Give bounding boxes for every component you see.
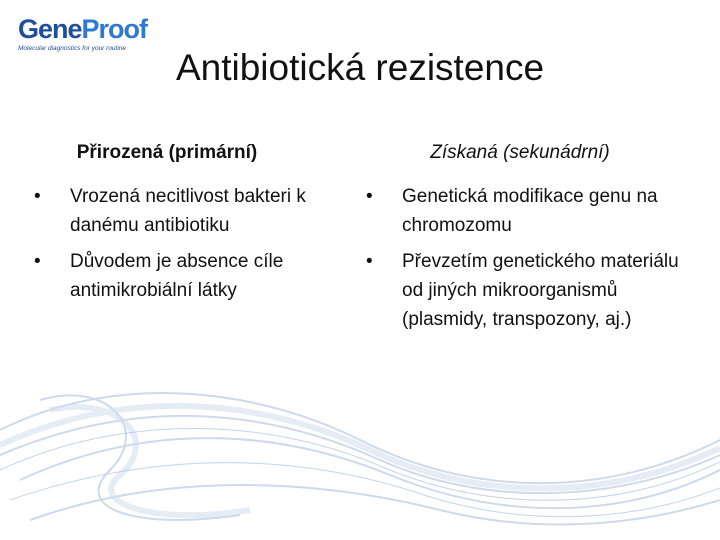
list-item bbox=[28, 182, 334, 240]
list-item-text: Vrozená necitlivost bakteri k danému antibiotiku bbox=[70, 186, 306, 236]
list-item bbox=[360, 247, 680, 334]
right-bullet-list bbox=[360, 182, 680, 334]
right-column bbox=[360, 138, 680, 341]
left-bullet-list bbox=[28, 182, 334, 305]
list-item-text: Genetická modifikace genu na chromozomu bbox=[402, 186, 658, 236]
bullet-icon: • bbox=[34, 186, 41, 207]
list-item bbox=[28, 247, 334, 305]
bullet-icon: • bbox=[366, 251, 373, 272]
slide-title: Antibiotická rezistence bbox=[175, 47, 545, 88]
logo-wordmark bbox=[18, 16, 148, 43]
logo-gene-text: Gene bbox=[18, 14, 82, 44]
logo-tagline: Molecular diagnostics for your routine bbox=[18, 45, 127, 52]
list-item-text: Důvodem je absence cíle antimikrobiální látky bbox=[70, 251, 284, 301]
list-item-text: Převzetím genetického materiálu od jiných mikroorganismů (plasmidy, transpozony, aj.) bbox=[402, 251, 679, 330]
right-column-heading: Získaná (sekunádrní) bbox=[430, 142, 610, 163]
list-item bbox=[360, 182, 680, 240]
bullet-icon: • bbox=[366, 186, 373, 207]
logo-proof-text: Proof bbox=[81, 14, 148, 44]
left-column-heading: Přirozená (primární) bbox=[76, 142, 258, 163]
left-column bbox=[28, 138, 334, 312]
bullet-icon: • bbox=[34, 251, 41, 272]
